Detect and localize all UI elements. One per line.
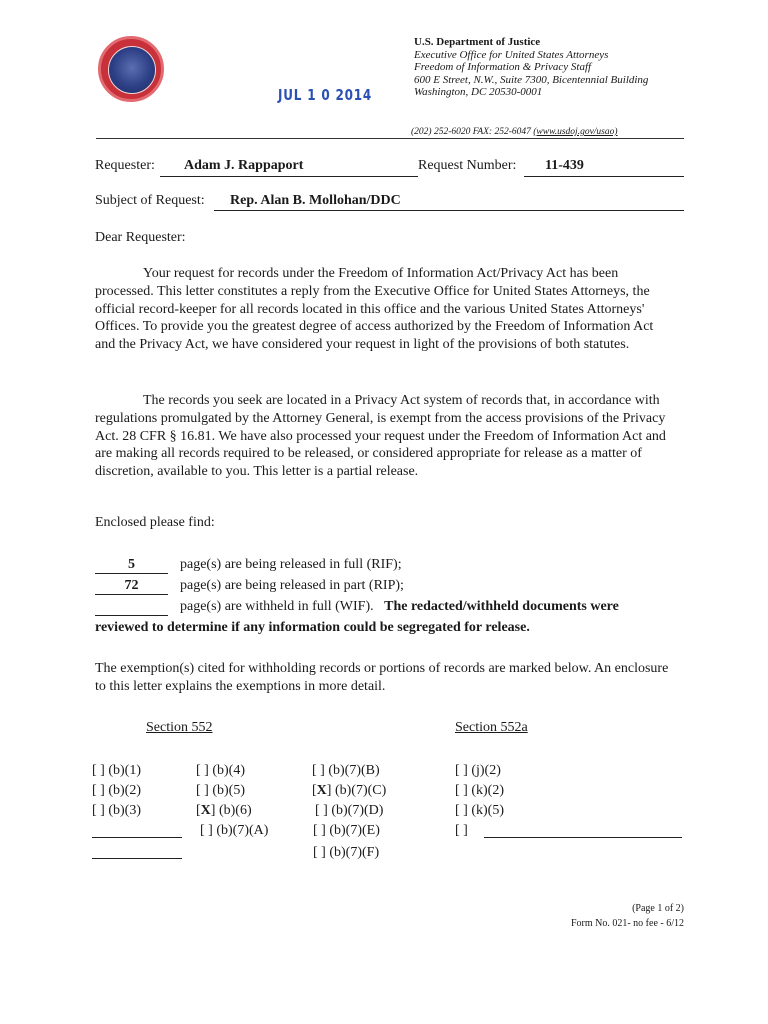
agency-street: 600 E Street, N.W., Suite 7300, Bicentennial Building bbox=[414, 73, 649, 86]
pages-wif-note: The redacted/withheld documents were bbox=[384, 599, 619, 614]
paragraph-1 bbox=[95, 265, 675, 354]
checkbox-b7c[interactable]: [X] (b)(7)(C) bbox=[312, 783, 387, 798]
agency-city: Washington, DC 20530-0001 bbox=[414, 86, 543, 98]
pages-wif-text: page(s) are withheld in full (WIF). bbox=[180, 599, 374, 614]
request-number-label: Request Number: bbox=[418, 158, 517, 173]
header-rule bbox=[96, 138, 684, 139]
checkbox-b7a[interactable]: [ ] (b)(7)(A) bbox=[200, 823, 269, 838]
checkbox-k2[interactable]: [ ] (k)(2) bbox=[455, 783, 504, 798]
checkbox-b7e[interactable]: [ ] (b)(7)(E) bbox=[313, 823, 380, 838]
enclosed-label: Enclosed please find: bbox=[95, 515, 215, 530]
checkbox-b3[interactable]: [ ] (b)(3) bbox=[92, 803, 141, 818]
agency-contact bbox=[411, 127, 618, 137]
checkbox-j2[interactable]: [ ] (j)(2) bbox=[455, 763, 501, 778]
checkbox-b2[interactable]: [ ] (b)(2) bbox=[92, 783, 141, 798]
pages-rif-count: 5 bbox=[95, 557, 168, 574]
phone-fax: (202) 252-6020 FAX: 252-6047 bbox=[411, 127, 534, 137]
requester-underline bbox=[160, 176, 418, 177]
seal-center-icon bbox=[108, 46, 156, 94]
salutation: Dear Requester: bbox=[95, 230, 186, 245]
pages-rif bbox=[95, 557, 402, 574]
agency-url[interactable]: (www.usdoj.gov/usao) bbox=[533, 127, 618, 137]
pages-wif-count bbox=[95, 599, 168, 616]
pages-rip-count: 72 bbox=[95, 578, 168, 595]
agency-office: Executive Office for United States Attorneys bbox=[414, 48, 609, 61]
checkbox-other[interactable]: [ ] bbox=[455, 823, 468, 838]
subject-label: Subject of Request: bbox=[95, 193, 205, 208]
paragraph-1-text: Your request for records under the Freedom of Information Act/Privacy Act has been processed. This letter constitutes a reply from the Executive Office for United States Attorneys, the official record-keeper for all records located in this office and the various United States Attorneys' Offices. To provide you the greatest degree of access authorized by the Freedom of Information Act and the Privacy Act, we have considered your request in light of the provisions of both statutes. bbox=[95, 266, 654, 353]
checkbox-b5[interactable]: [ ] (b)(5) bbox=[196, 783, 245, 798]
checkbox-b6[interactable]: [X] (b)(6) bbox=[196, 803, 252, 818]
pages-rip-text: page(s) are being released in part (RIP); bbox=[180, 578, 404, 593]
agency-name: U.S. Department of Justice bbox=[414, 36, 541, 48]
pages-note-line2: reviewed to determine if any information could be segregated for release. bbox=[95, 620, 530, 635]
checkbox-b4[interactable]: [ ] (b)(4) bbox=[196, 763, 245, 778]
pages-rif-text: page(s) are being released in full (RIF); bbox=[180, 557, 402, 572]
checkbox-b7f[interactable]: [ ] (b)(7)(F) bbox=[313, 845, 380, 860]
checkbox-k5[interactable]: [ ] (k)(5) bbox=[455, 803, 504, 818]
form-number: Form No. 021- no fee - 6/12 bbox=[570, 918, 684, 929]
doj-seal bbox=[98, 36, 164, 102]
agency-staff: Freedom of Information & Privacy Staff bbox=[414, 61, 592, 73]
date-stamp: JUL 1 0 2014 bbox=[278, 86, 373, 104]
other-exemption-line-1 bbox=[92, 837, 182, 838]
paragraph-2 bbox=[95, 392, 675, 481]
other-exemption-line-2 bbox=[92, 858, 182, 859]
checkbox-b1[interactable]: [ ] (b)(1) bbox=[92, 763, 141, 778]
subject-underline bbox=[214, 210, 684, 211]
requester-name: Adam J. Rappaport bbox=[184, 158, 304, 173]
requester-line bbox=[95, 158, 155, 174]
checkbox-b7d[interactable]: [ ] (b)(7)(D) bbox=[315, 803, 384, 818]
other-552a-line bbox=[484, 837, 682, 838]
subject-value: Rep. Alan B. Mollohan/DDC bbox=[230, 193, 401, 208]
requester-label: Requester: bbox=[95, 158, 155, 173]
pages-wif bbox=[95, 599, 619, 616]
section-552-heading: Section 552 bbox=[146, 720, 213, 735]
checkbox-b7b[interactable]: [ ] (b)(7)(B) bbox=[312, 763, 380, 778]
pages-rip bbox=[95, 578, 404, 595]
section-552a-heading: Section 552a bbox=[455, 720, 528, 735]
request-number-underline bbox=[524, 176, 684, 177]
exemptions-intro: The exemption(s) cited for withholding records or portions of records are marked below. An enclosure to this letter explains the exemptions in more detail. bbox=[95, 661, 669, 694]
agency-header bbox=[414, 36, 648, 99]
request-number: 11-439 bbox=[545, 158, 584, 173]
page-indicator: (Page 1 of 2) bbox=[632, 903, 684, 914]
paragraph-2-text: The records you seek are located in a Privacy Act system of records that, in accordance with regulations promulgated by the Attorney General, is exempt from the access provisions of the Privacy Act. 28 CFR § 16.81. We have also processed your request under the Freedom of Information Act and are making all records required to be released, or considered appropriate for release as a matter of discretion, available to you. This letter is a partial release. bbox=[95, 393, 666, 480]
